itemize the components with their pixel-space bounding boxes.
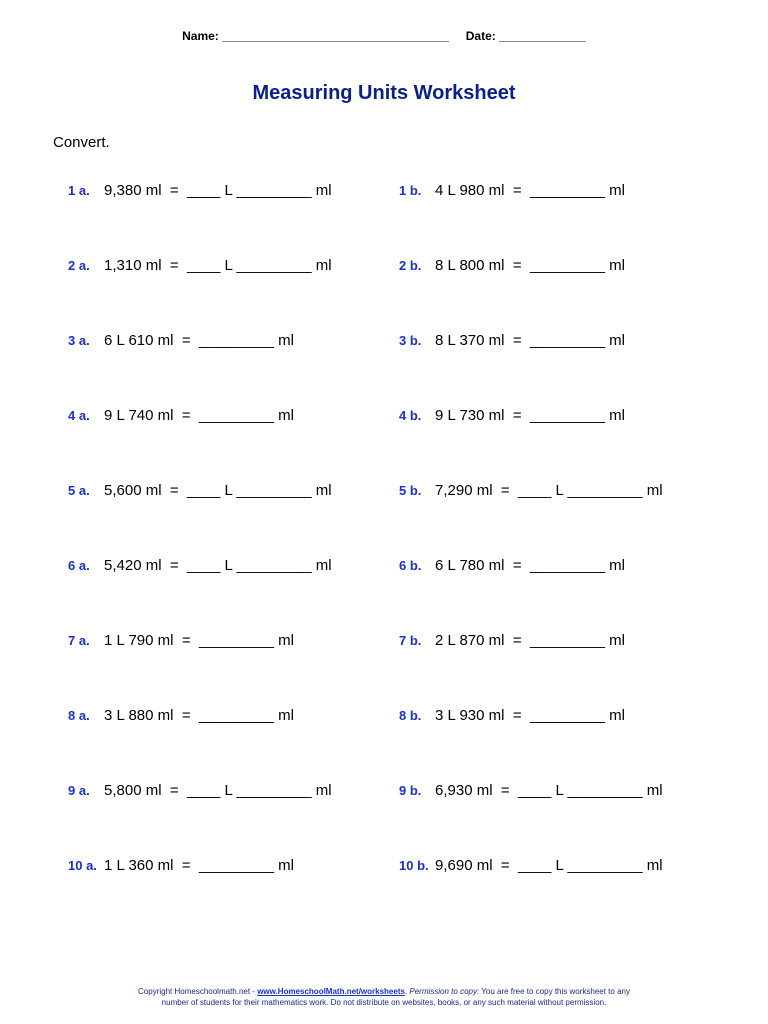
problem-number: 5 b. xyxy=(399,483,422,498)
footer-sep: . xyxy=(404,987,410,996)
problem-expression[interactable]: 2 L 870 ml = _________ ml xyxy=(435,632,625,649)
footer-permission-text-1: You are free to copy this worksheet to any xyxy=(479,987,630,996)
problem-9-a xyxy=(68,780,332,802)
problem-number: 7 b. xyxy=(399,633,422,648)
problem-4-b xyxy=(399,405,625,427)
problem-expression[interactable]: 8 L 370 ml = _________ ml xyxy=(435,332,625,349)
problem-number: 2 a. xyxy=(68,258,90,273)
problem-8-a xyxy=(68,705,294,727)
problem-number: 9 a. xyxy=(68,783,90,798)
problem-number: 10 b. xyxy=(399,858,429,873)
problem-expression[interactable]: 3 L 930 ml = _________ ml xyxy=(435,707,625,724)
name-blank: __________________________________ xyxy=(222,29,450,43)
problem-expression[interactable]: 1 L 790 ml = _________ ml xyxy=(104,632,294,649)
problem-expression[interactable]: 8 L 800 ml = _________ ml xyxy=(435,257,625,274)
problem-10-a xyxy=(68,855,294,877)
problem-7-b xyxy=(399,630,625,652)
problem-number: 1 a. xyxy=(68,183,90,198)
footer-permission-label: Permission to copy: xyxy=(409,987,480,996)
problem-number: 3 a. xyxy=(68,333,90,348)
problem-expression[interactable]: 6 L 780 ml = _________ ml xyxy=(435,557,625,574)
header-row xyxy=(0,29,768,43)
problem-1-a xyxy=(68,180,332,202)
problem-2-b xyxy=(399,255,625,277)
problem-expression[interactable]: 4 L 980 ml = _________ ml xyxy=(435,182,625,199)
problem-3-b xyxy=(399,330,625,352)
problem-number: 7 a. xyxy=(68,633,90,648)
date-blank: _____________ xyxy=(499,29,586,43)
problem-number: 10 a. xyxy=(68,858,97,873)
problem-expression[interactable]: 6,930 ml = ____ L _________ ml xyxy=(435,782,663,799)
problem-2-a xyxy=(68,255,332,277)
problem-5-a xyxy=(68,480,332,502)
problem-expression[interactable]: 3 L 880 ml = _________ ml xyxy=(104,707,294,724)
problem-expression[interactable]: 9,380 ml = ____ L _________ ml xyxy=(104,182,332,199)
problem-7-a xyxy=(68,630,294,652)
footer-permission-text-2: number of students for their mathematics work. Do not distribute on websites, books, or any such material without permission. xyxy=(161,998,607,1007)
problem-expression[interactable]: 1 L 360 ml = _________ ml xyxy=(104,857,294,874)
problem-expression[interactable]: 5,600 ml = ____ L _________ ml xyxy=(104,482,332,499)
name-label: Name: xyxy=(182,29,219,43)
problem-expression[interactable]: 5,800 ml = ____ L _________ ml xyxy=(104,782,332,799)
problem-1-b xyxy=(399,180,625,202)
problem-number: 3 b. xyxy=(399,333,422,348)
problem-expression[interactable]: 1,310 ml = ____ L _________ ml xyxy=(104,257,332,274)
problem-4-a xyxy=(68,405,294,427)
footer xyxy=(0,986,768,1008)
instructions: Convert. xyxy=(53,134,110,151)
problem-8-b xyxy=(399,705,625,727)
problem-number: 9 b. xyxy=(399,783,422,798)
problem-number: 4 a. xyxy=(68,408,90,423)
footer-copyright: Copyright Homeschoolmath.net - xyxy=(138,987,258,996)
problem-number: 1 b. xyxy=(399,183,422,198)
problem-number: 4 b. xyxy=(399,408,422,423)
problem-expression[interactable]: 5,420 ml = ____ L _________ ml xyxy=(104,557,332,574)
problem-6-b xyxy=(399,555,625,577)
problem-5-b xyxy=(399,480,663,502)
problem-number: 8 b. xyxy=(399,708,422,723)
footer-link[interactable]: www.HomeschoolMath.net/worksheets xyxy=(257,987,405,996)
problem-9-b xyxy=(399,780,663,802)
problem-expression[interactable]: 6 L 610 ml = _________ ml xyxy=(104,332,294,349)
problem-expression[interactable]: 9 L 730 ml = _________ ml xyxy=(435,407,625,424)
problem-expression[interactable]: 9,690 ml = ____ L _________ ml xyxy=(435,857,663,874)
problem-number: 2 b. xyxy=(399,258,422,273)
worksheet-title: Measuring Units Worksheet xyxy=(252,82,516,104)
problem-number: 8 a. xyxy=(68,708,90,723)
date-label: Date: xyxy=(465,29,496,43)
problem-3-a xyxy=(68,330,294,352)
problem-6-a xyxy=(68,555,332,577)
problem-expression[interactable]: 9 L 740 ml = _________ ml xyxy=(104,407,294,424)
problem-number: 5 a. xyxy=(68,483,90,498)
problem-expression[interactable]: 7,290 ml = ____ L _________ ml xyxy=(435,482,663,499)
problem-number: 6 b. xyxy=(399,558,422,573)
problem-10-b xyxy=(399,855,663,877)
problem-number: 6 a. xyxy=(68,558,90,573)
